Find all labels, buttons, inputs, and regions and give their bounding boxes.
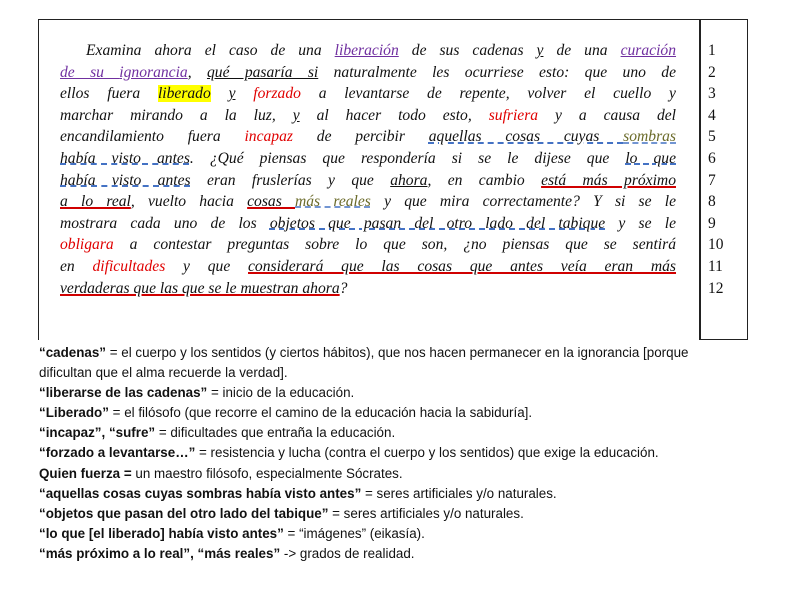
line-number: 7 — [708, 171, 716, 189]
annotated-incapaz: incapaz — [244, 128, 293, 146]
note-term: “más próximo a lo real”, “más reales” — [39, 545, 281, 561]
passage-line-10: obligara a contestar preguntas sobre lo que son, ¿no piensas que se sentirá — [60, 236, 676, 254]
note-item — [39, 443, 689, 463]
line-number: 6 — [708, 149, 716, 167]
line-number: 5 — [708, 128, 716, 146]
annotated-forzado: forzado — [253, 85, 301, 103]
annotated-sufriera: sufriera — [488, 106, 539, 124]
line-number: 4 — [708, 106, 716, 124]
passage-line-7: había visto antes eran fruslerías y que ahora, en cambio está más próximo — [60, 171, 676, 189]
highlight-liberado: liberado — [157, 85, 211, 103]
note-item — [39, 544, 689, 564]
passage-line-9: mostrara cada uno de los objetos que pasan del otro lado del tabique y se le — [60, 214, 676, 232]
note-definition: un maestro filósofo, especialmente Sócrates. — [131, 465, 403, 481]
annotated-objetos: objetos que pasan del otro lado del tabique — [269, 214, 606, 232]
note-term: “incapaz”, “sufre” — [39, 425, 156, 441]
note-definition: = seres artificiales y/o naturales. — [328, 505, 524, 521]
passage-line-2: de su ignorancia, qué pasaría si naturalmente les ocurriese esto: que uno de — [60, 63, 676, 81]
annotated-sombras: sombras — [623, 128, 676, 146]
passage-line-5: encandilamiento fuera incapaz de percibir aquellas cosas cuyas sombras — [60, 128, 676, 146]
line-number: 2 — [708, 63, 716, 81]
line-number: 12 — [708, 279, 724, 297]
passage-line-6: había visto antes. ¿Qué piensas que respondería si se le dijese que lo que — [60, 149, 677, 167]
passage-line-1: Examina ahora el caso de una liberación de sus cadenas y de una curación — [86, 42, 677, 59]
line-number: 1 — [708, 42, 716, 59]
annotated-mas-reales: más reales — [295, 193, 371, 211]
line-number: 10 — [708, 236, 724, 254]
note-definition: -> grados de realidad. — [280, 545, 415, 561]
note-item — [39, 524, 689, 544]
annotated-dificultades: dificultades — [92, 257, 166, 275]
note-definition: = resistencia y lucha (contra el cuerpo y los sentidos) que exige la educación. — [195, 445, 659, 461]
note-definition: = dificultades que entraña la educación. — [155, 425, 396, 441]
line-number: 3 — [708, 85, 716, 103]
note-term: “lo que [el liberado] había visto antes” — [39, 525, 284, 541]
line-numbers — [708, 40, 724, 299]
line-number: 8 — [708, 193, 716, 211]
note-item — [39, 383, 689, 403]
annotated-curacion: curación — [620, 42, 677, 59]
note-item — [39, 484, 689, 504]
note-item — [39, 343, 689, 383]
glossary-notes — [39, 343, 689, 564]
note-term: “cadenas” — [39, 345, 106, 360]
note-item — [39, 423, 689, 443]
note-item — [39, 403, 689, 423]
annotated-ignorancia: ignorancia — [119, 63, 188, 81]
passage-line-8: a lo real, vuelto hacia cosas más reales y que mira correctamente? Y si se le — [60, 193, 676, 211]
note-definition: = seres artificiales y/o naturales. — [361, 485, 557, 501]
note-term: “liberarse de las cadenas” — [39, 385, 208, 401]
line-number: 9 — [708, 214, 716, 232]
annotated-obligara: obligara — [60, 236, 114, 254]
note-definition: = inicio de la educación. — [207, 385, 355, 401]
passage-line-12: verdaderas que las que se le muestran ahora? — [60, 279, 348, 297]
note-term: “objetos que pasan del otro lado del tabique” — [39, 505, 329, 521]
annotated-liberacion: liberación — [334, 42, 399, 59]
note-item — [39, 464, 689, 484]
passage-line-4: marchar mirando a la luz, y al hacer todo esto, sufriera y a causa del — [60, 106, 676, 124]
note-term: Quien fuerza = — [39, 465, 132, 481]
note-term: “aquellas cosas cuyas sombras había visto antes” — [39, 485, 362, 501]
note-definition: = el filósofo (que recorre el camino de la educación hacia la sabiduría]. — [108, 405, 533, 421]
note-item — [39, 504, 689, 524]
line-number: 11 — [708, 257, 723, 275]
note-term: “Liberado” — [39, 405, 109, 421]
plato-passage — [60, 40, 676, 299]
note-term: “forzado a levantarse…” — [39, 445, 196, 461]
passage-line-11: en dificultades y que considerará que las cosas que antes veía eran más — [60, 257, 677, 275]
note-definition: = “imágenes” (eikasía). — [283, 525, 425, 541]
passage-line-3: ellos fuera liberado y forzado a levantarse de repente, volver el cuello y — [60, 85, 676, 103]
note-definition: = el cuerpo y los sentidos (y ciertos hábitos), que nos hacen permanecer en la ignorancia [porque dificultan que el alma recuerde la verdad]. — [39, 345, 689, 381]
